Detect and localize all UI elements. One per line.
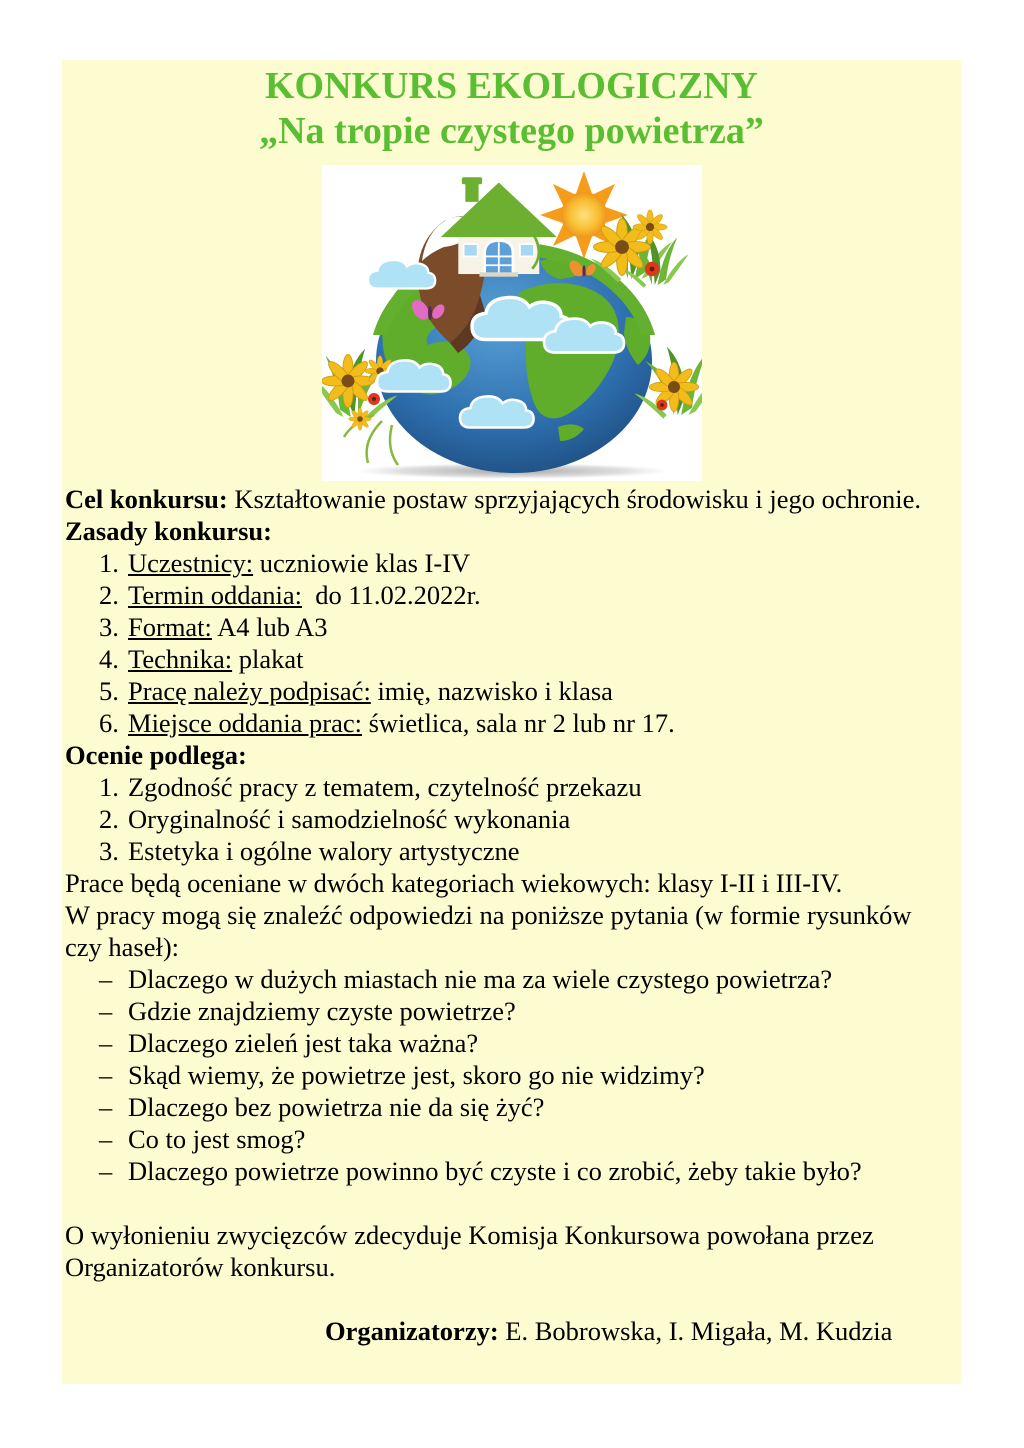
question-text: Co to jest smog? bbox=[128, 1124, 306, 1154]
earth-illustration-svg bbox=[322, 165, 702, 481]
rules-heading: Zasady konkursu: bbox=[65, 516, 272, 546]
rule-item-number: 3. bbox=[99, 612, 119, 642]
criteria-item-3 bbox=[65, 835, 958, 867]
rule-item-text: plakat bbox=[232, 644, 304, 674]
rule-item-5 bbox=[65, 675, 958, 707]
rule-item-label: Technika: bbox=[128, 644, 233, 674]
contest-title: KONKURS EKOLOGICZNY bbox=[264, 65, 759, 107]
criteria-item-text: Oryginalność i samodzielność wykonania bbox=[128, 804, 571, 834]
questions-intro-line-1: W pracy mogą się znaleźć odpowiedzi na poniższe pytania (w formie rysunków bbox=[65, 900, 912, 930]
rule-item-number: 4. bbox=[99, 644, 119, 674]
rule-item-number: 1. bbox=[99, 548, 119, 578]
rule-item-label: Uczestnicy: bbox=[128, 548, 254, 578]
criteria-item-1 bbox=[65, 771, 958, 803]
rule-item-2 bbox=[65, 579, 958, 611]
rule-item-text: świetlica, sala nr 2 lub nr 17. bbox=[361, 708, 675, 738]
intro-line bbox=[65, 483, 958, 515]
organizers-label: Organizatorzy: bbox=[325, 1316, 499, 1346]
criteria-item-text: Zgodność pracy z tematem, czytelność przekazu bbox=[128, 772, 642, 802]
rule-item-label: Format: bbox=[128, 612, 212, 642]
question-text: Dlaczego bez powietrza nie da się żyć? bbox=[128, 1092, 545, 1122]
categories-paragraph: Prace będą oceniane w dwóch kategoriach wiekowych: klasy I-II i III-IV. bbox=[65, 868, 843, 898]
rule-item-4 bbox=[65, 643, 958, 675]
rule-item-label: Miejsce oddania prac: bbox=[128, 708, 362, 738]
spacer bbox=[65, 1283, 958, 1315]
question-text: Dlaczego zieleń jest taka ważna? bbox=[128, 1028, 479, 1058]
contest-subtitle: „Na tropie czystego powietrza” bbox=[259, 110, 764, 152]
question-item-6 bbox=[65, 1123, 958, 1155]
intro-label: Cel konkursu: bbox=[65, 484, 228, 514]
rule-item-number: 5. bbox=[99, 676, 119, 706]
rule-item-label: Pracę należy podpisać: bbox=[128, 676, 371, 706]
poster bbox=[62, 60, 961, 1384]
rule-item-text: A4 lub A3 bbox=[211, 612, 328, 642]
rule-item-text: do 11.02.2022r. bbox=[302, 580, 481, 610]
question-text: Skąd wiemy, że powietrze jest, skoro go nie widzimy? bbox=[128, 1060, 705, 1090]
rule-item-number: 2. bbox=[99, 580, 119, 610]
criteria-item-2 bbox=[65, 803, 958, 835]
spacer bbox=[65, 1187, 958, 1219]
rule-item-text: uczniowie klas I-IV bbox=[253, 548, 471, 578]
question-text: Dlaczego w dużych miastach nie ma za wiele czystego powietrza? bbox=[128, 964, 833, 994]
question-item-7 bbox=[65, 1155, 958, 1187]
rule-item-3 bbox=[65, 611, 958, 643]
question-item-5 bbox=[65, 1091, 958, 1123]
earth-illustration bbox=[322, 165, 702, 481]
dash-bullet: – bbox=[99, 1060, 113, 1090]
rule-item-label: Termin oddania: bbox=[128, 580, 303, 610]
question-text: Gdzie znajdziemy czyste powietrze? bbox=[128, 996, 516, 1026]
dash-bullet: – bbox=[99, 964, 113, 994]
question-item-3 bbox=[65, 1027, 958, 1059]
rule-item-1 bbox=[65, 547, 958, 579]
intro-text: Kształtowanie postaw sprzyjających środowisku i jego ochronie. bbox=[227, 484, 921, 514]
dash-bullet: – bbox=[99, 1028, 113, 1058]
dash-bullet: – bbox=[99, 1092, 113, 1122]
question-text: Dlaczego powietrze powinno być czyste i co zrobić, żeby takie było? bbox=[128, 1156, 862, 1186]
rule-item-text: imię, nazwisko i klasa bbox=[370, 676, 613, 706]
closing-paragraph-line-2: Organizatorów konkursu. bbox=[65, 1252, 336, 1282]
organizers-line bbox=[65, 1315, 958, 1347]
criteria-item-number: 1. bbox=[99, 772, 119, 802]
organizers-names: E. Bobrowska, I. Migała, M. Kudzia bbox=[498, 1316, 893, 1346]
dash-bullet: – bbox=[99, 1124, 113, 1154]
criteria-item-number: 2. bbox=[99, 804, 119, 834]
question-item-4 bbox=[65, 1059, 958, 1091]
rule-item-6 bbox=[65, 707, 958, 739]
question-item-2 bbox=[65, 995, 958, 1027]
questions-intro-line-2: czy haseł): bbox=[65, 932, 180, 962]
flower-cluster-left-bottom bbox=[322, 349, 398, 465]
poster-body bbox=[62, 481, 961, 1347]
dash-bullet: – bbox=[99, 1156, 113, 1186]
closing-paragraph-line-1: O wyłonieniu zwycięzców zdecyduje Komisja Konkursowa powołana przez bbox=[65, 1220, 874, 1250]
criteria-heading: Ocenie podlega: bbox=[65, 740, 247, 770]
question-item-1 bbox=[65, 963, 958, 995]
poster-header bbox=[62, 64, 961, 154]
dash-bullet: – bbox=[99, 996, 113, 1026]
rule-item-number: 6. bbox=[99, 708, 119, 738]
criteria-item-number: 3. bbox=[99, 836, 119, 866]
criteria-item-text: Estetyka i ogólne walory artystyczne bbox=[128, 836, 520, 866]
